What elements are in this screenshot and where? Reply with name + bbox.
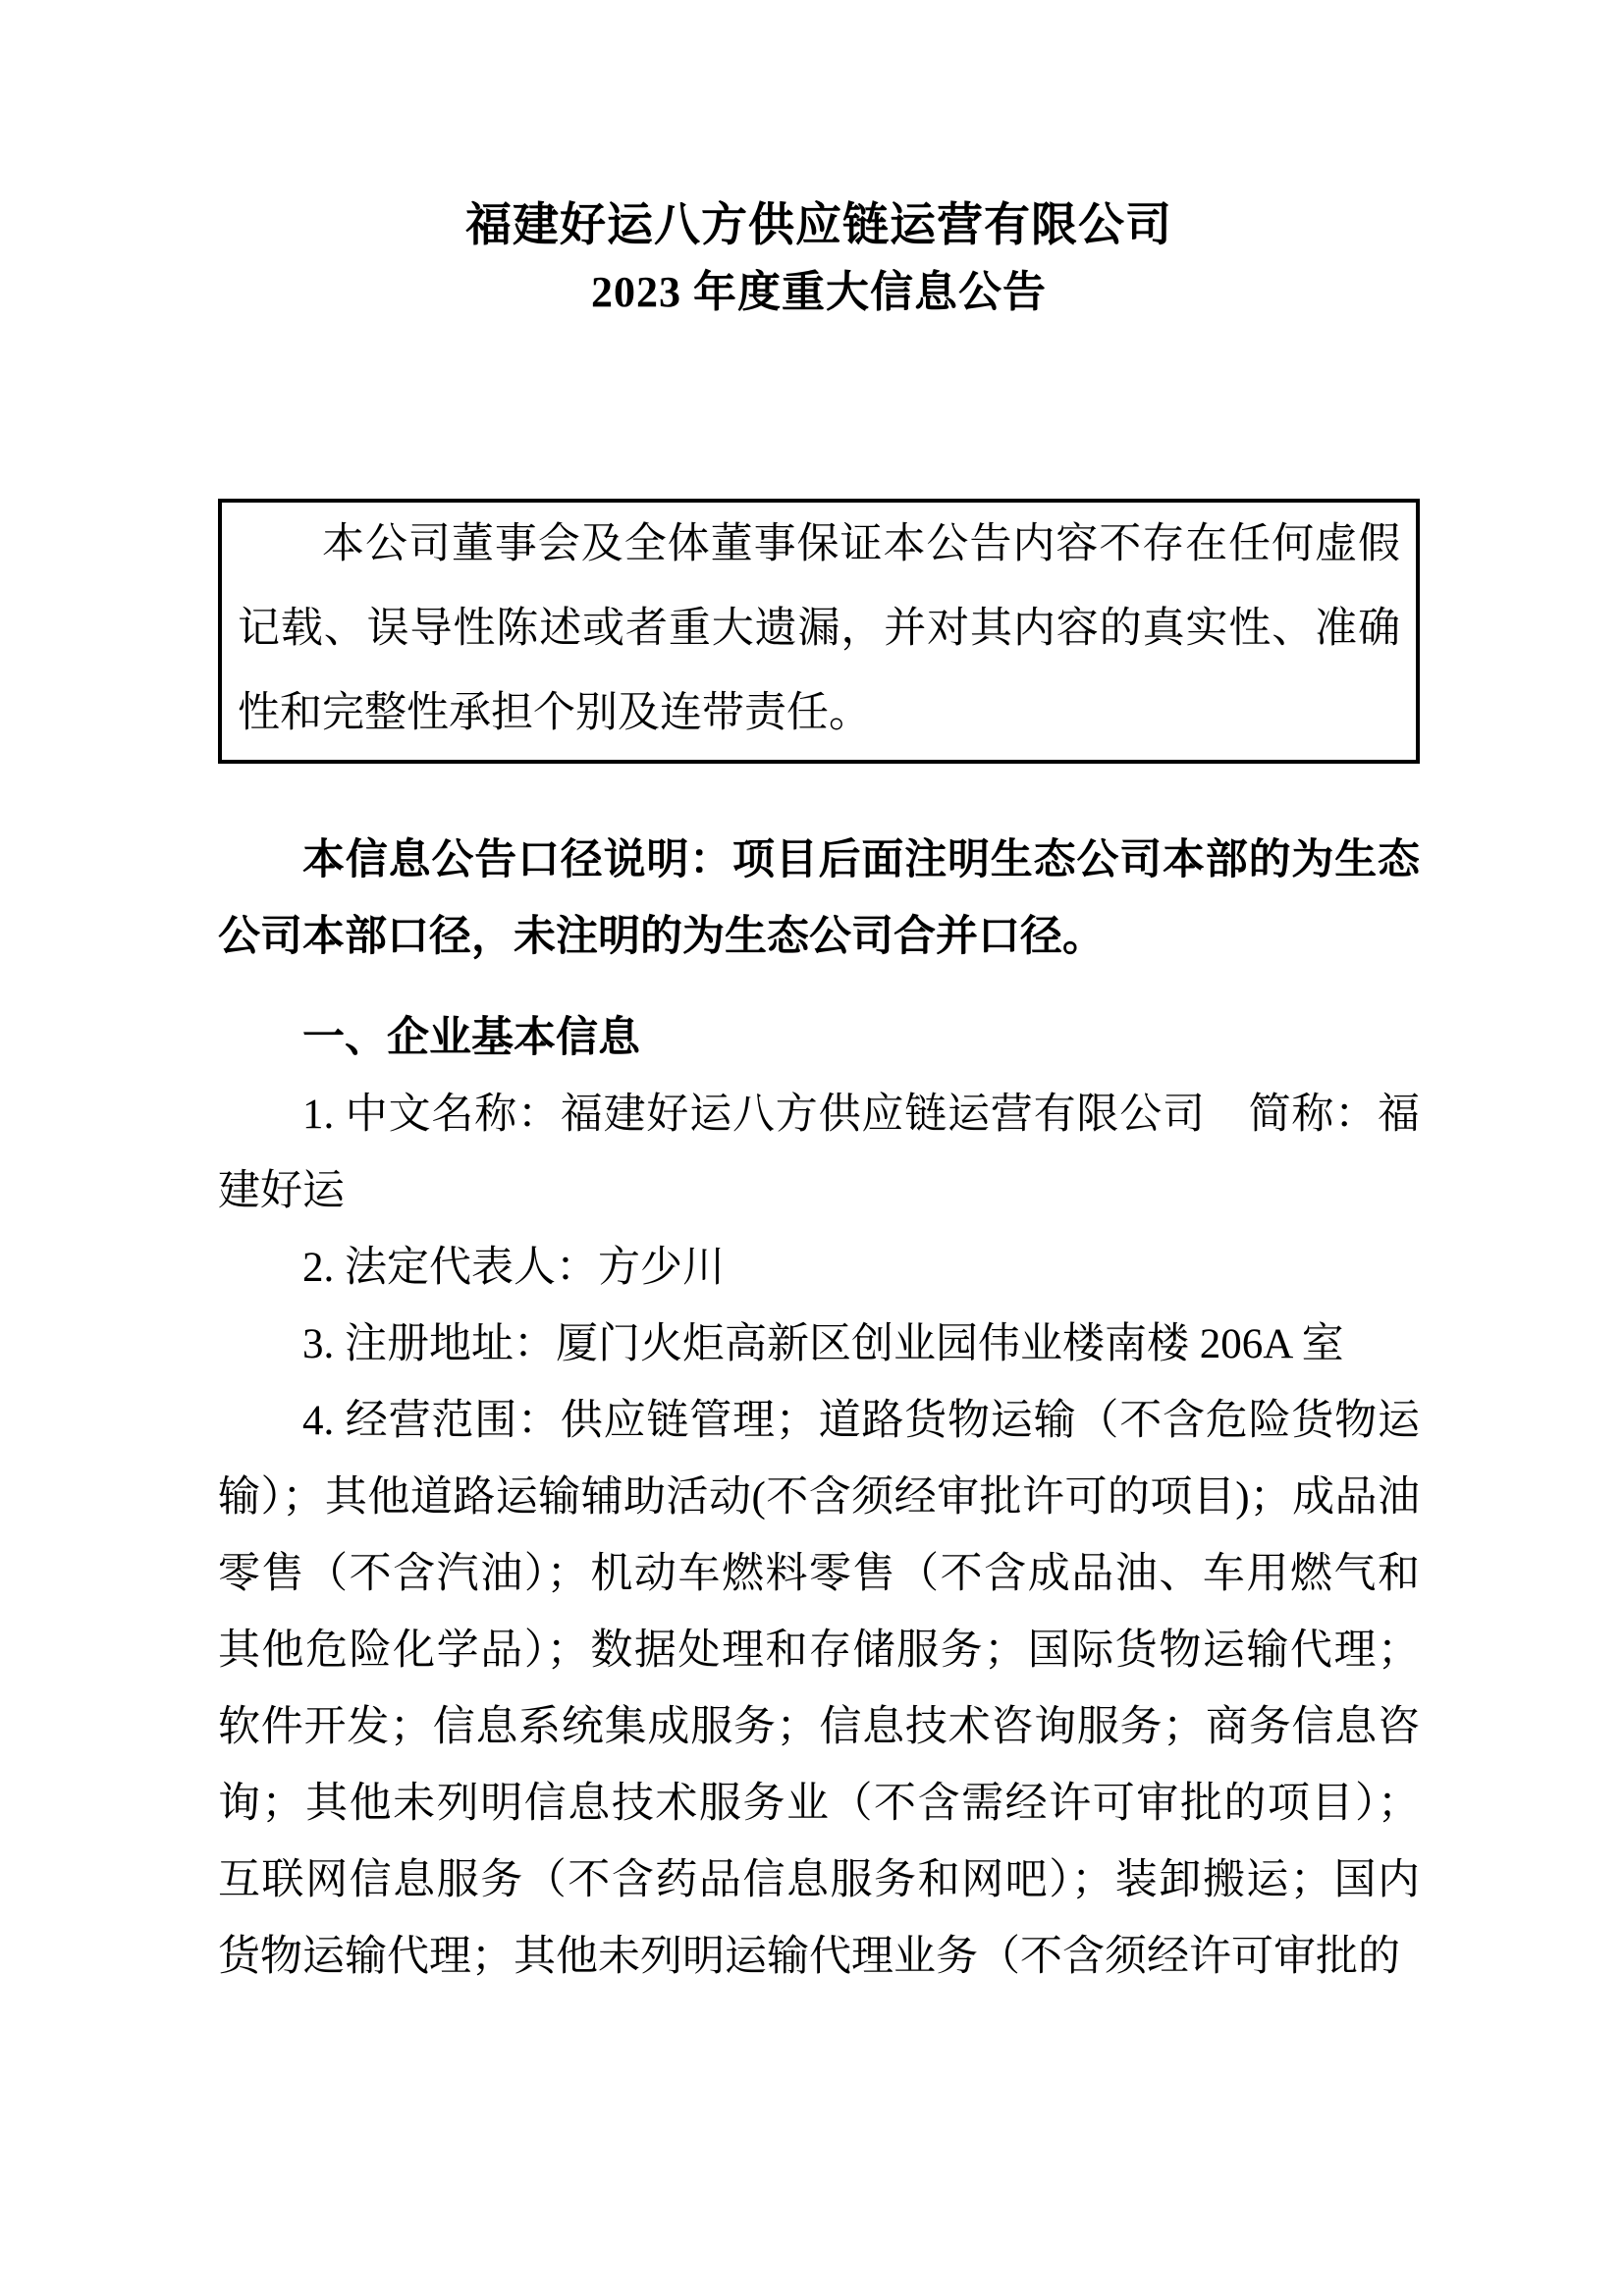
disclaimer-box xyxy=(218,499,1420,764)
item-registered-address: 3. 注册地址：厦门火炬高新区创业园伟业楼南楼 206A 室 xyxy=(302,1321,1344,1367)
section-heading-basic-info: 一、企业基本信息 xyxy=(302,1015,640,1061)
caliber-note: 本信息公告口径说明：项目后面注明生态公司本部的为生态公司本部口径，未注明的为生态公司合并口径。 xyxy=(218,837,1420,960)
item-business-scope: 4. 经营范围：供应链管理；道路货物运输（不含危险货物运输）；其他道路运输辅助活动(不含须经审批许可的项目)；成品油零售（不含汽油）；机动车燃料零售（不含成品油、车用燃气和其他危险化学品）；数据处理和存储服务；国际货物运输代理；软件开发；信息系统集成服务；信息技术咨询服务；商务信息咨询；其他未列明信息技术服务业（不含需经许可审批的项目）；互联网信息服务（不含药品信息服务和网吧）；装卸搬运；国内货物运输代理；其他未列明运输代理业务（不含须经许可审批的 xyxy=(218,1398,1420,1980)
item-chinese-name: 1. 中文名称：福建好运八方供应链运营有限公司 简称：福建好运 xyxy=(218,1092,1420,1214)
disclaimer-text: 本公司董事会及全体董事保证本公告内容不存在任何虚假记载、误导性陈述或者重大遗漏，并对其内容的真实性、准确性和完整性承担个别及连带责任。 xyxy=(238,521,1400,736)
document-subtitle: 2023 年度重大信息公告 xyxy=(591,268,1047,316)
document-title: 福建好运八方供应链运营有限公司 xyxy=(465,200,1172,251)
item-legal-representative: 2. 法定代表人：方少川 xyxy=(302,1245,725,1291)
